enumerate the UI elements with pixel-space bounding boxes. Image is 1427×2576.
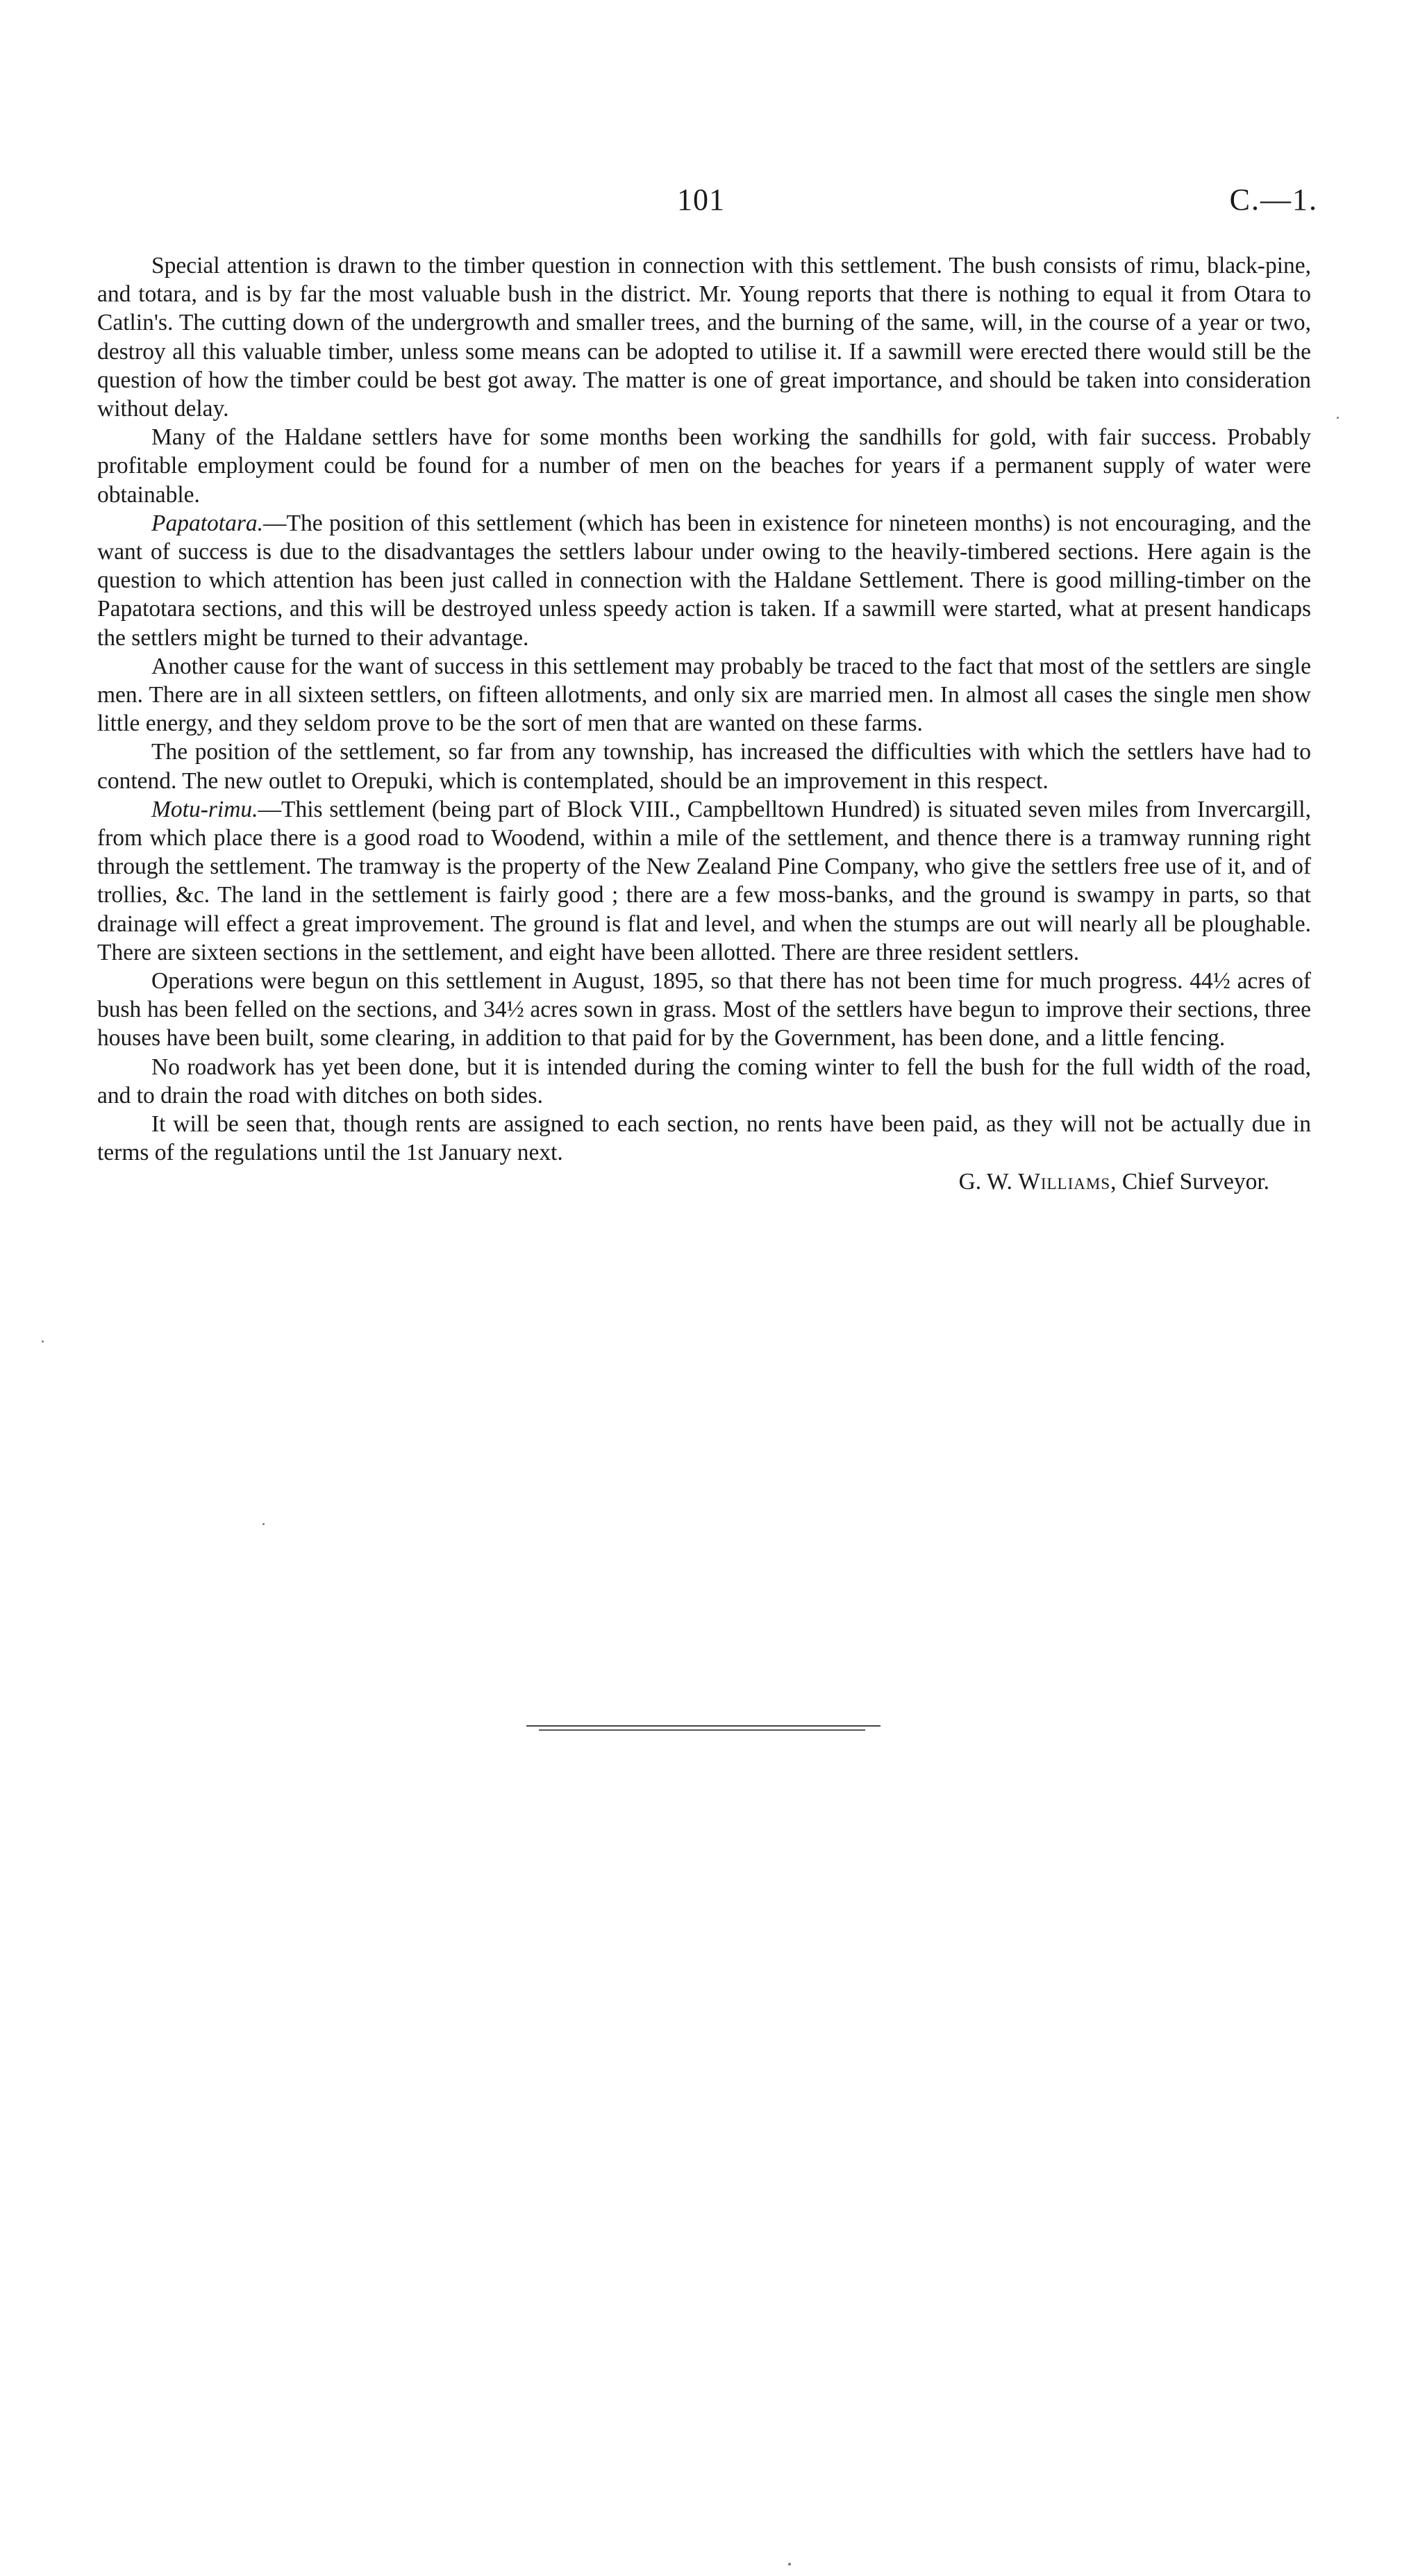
motu-rimu-heading: Motu-rimu. [151,796,258,822]
paragraph-rents: It will be seen that, though rents are assigned to each section, no rents have been paid, as they will not be actually due in terms of the regulations until the 1st January next. [97,1111,1311,1166]
paragraph-roadwork: No roadwork has yet been done, but it is intended during the coming winter to fell the bush for the full width of the road, and to drain the road with ditches on both sides. [97,1054,1311,1108]
paragraph-operations: Operations were begun on this settlement in August, 1895, so that there has not been time for much progress. 44½ acres of bush has been felled on the sections, and 34½ acres sown in grass. Most of the settlers have begun to improve their sections, three houses have been built, some clearing, in addition to that paid for by the Government, has been done, and a little fencing. [97,968,1311,1052]
signature-initials: G. W. [958,1168,1019,1195]
motu-rimu-text: —This settlement (being part of Block VIII., Campbelltown Hundred) is situated seven miles from Invercargill, from which place there is a good road to Woodend, within a mile of the settlement, and thence there is a tramway running right through the settlement. The tramway is the property of the New Zealand Pine Company, who give the settlers free use of it, and of trollies, &c. The land in the settlement is fairly good ; there are a few moss-banks, and the ground is swampy in parts, so that drainage will effect a great improvement. The ground is flat and level, and when the stumps are out will nearly all be ploughable. There are sixteen sections in the settlement, and eight have been allotted. There are three resident settlers. [97,796,1311,965]
rule-line-lower [539,1729,865,1731]
paper-speck [1337,417,1339,419]
report-body [97,251,1311,1196]
signature-line [97,1167,1311,1196]
paragraph-single-men: Another cause for the want of success in this settlement may probably be traced to the fact that most of the settlers are single men. There are in all sixteen settlers, on fifteen allotments, and only six are married men. In almost all cases the single men show little energy, and they seldom prove to be the sort of men that are wanted on these farms. [97,653,1311,737]
page-header [0,182,1427,224]
paragraph-motu-rimu [97,795,1311,967]
paragraph-township: The position of the settlement, so far from any township, has increased the difficulties with which the settlers have had to contend. The new outlet to Orepuki, which is contemplated, should be an improvement in this respect. [97,739,1311,794]
document-reference: C.—1. [1229,183,1318,217]
closing-rule [526,1725,881,1734]
page-number: 101 [677,183,725,217]
papatotara-text: —The position of this settlement (which has been in existence for nineteen months) is not encouraging, and the want of success is due to the disadvantages the settlers labour under owing to the heavily-timbered sections. Here again is the question to which attention has been just called in connection with the Haldane Settlement. There is good milling-timber on the Papatotara sections, and this will be destroyed unless speedy action is taken. If a sawmill were started, what at present handicaps the settlers might be turned to their advantage. [97,510,1311,651]
paragraph-haldane-timber: Special attention is drawn to the timber question in connection with this settlement. The bush consists of rimu, black-pine, and totara, and is by far the most valuable bush in the district. Mr. Young reports that there is nothing to equal it from Otara to Catlin's. The cutting down of the undergrowth and smaller trees, and the burning of the same, will, in the course of a year or two, destroy all this valuable timber, unless some means can be adopted to utilise it. If a sawmill were erected there would still be the question of how the timber could be best got away. The matter is one of great importance, and should be taken into consideration without delay. [97,253,1311,422]
signature-title: , Chief Surveyor. [1110,1168,1269,1195]
signature-surname: Williams [1018,1168,1111,1195]
paper-speck [788,2563,791,2566]
paragraph-papatotara [97,509,1311,652]
paper-speck [42,1340,44,1343]
papatotara-heading: Papatotara. [151,510,263,536]
rule-line-upper [526,1725,881,1727]
paper-speck [262,1523,265,1525]
paragraph-haldane-gold: Many of the Haldane settlers have for some months been working the sandhills for gold, with fair success. Probably profitable employment could be found for a number of men on the beaches for years if a permanent supply of water were obtainable. [97,424,1311,508]
